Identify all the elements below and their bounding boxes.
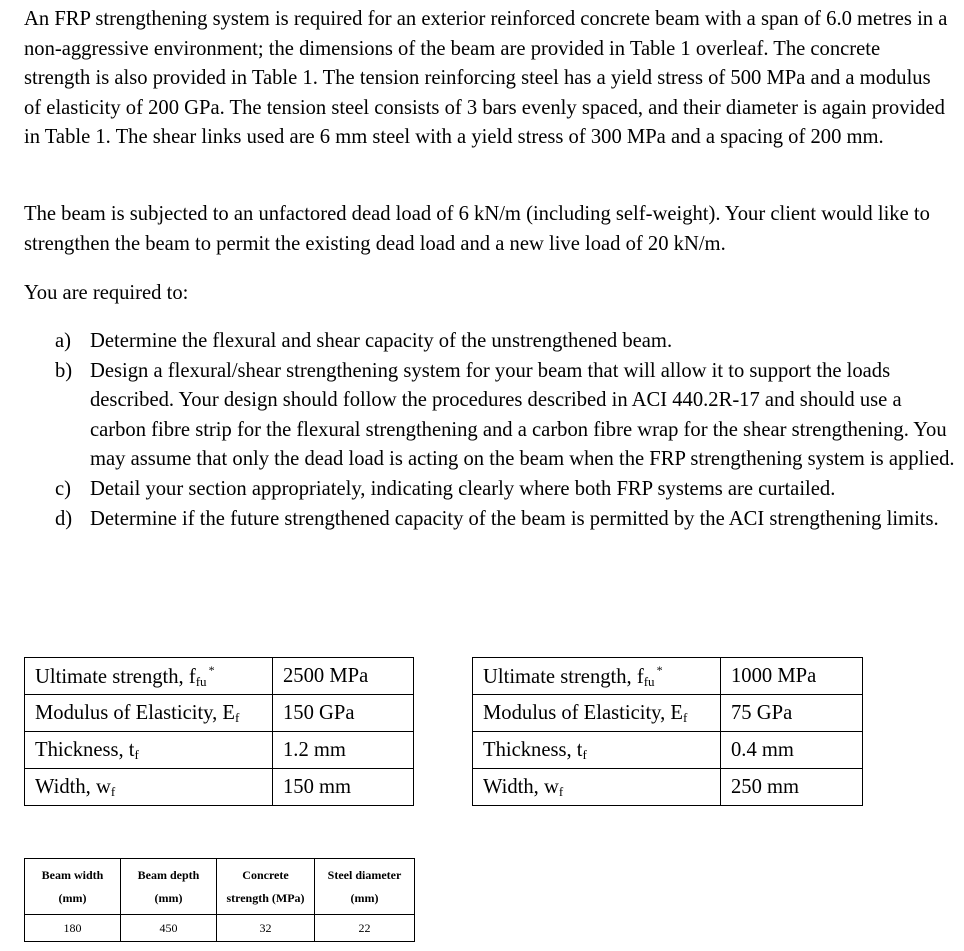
row-label: Ultimate strength, ffu* (473, 658, 721, 695)
task-text: Determine if the future strengthened capacity of the beam is permitted by the ACI strengthening limits. (90, 507, 939, 530)
table-row (25, 658, 414, 695)
row-value: 0.4 mm (721, 732, 863, 769)
task-item-b (55, 357, 955, 475)
task-item-a (55, 327, 955, 357)
table-row (473, 732, 863, 769)
table-row (25, 732, 414, 769)
table-row (473, 769, 863, 806)
task-text: Detail your section appropriately, indicating clearly where both FRP systems are curtailed. (90, 477, 836, 500)
column-header: Concrete strength (MPa) (217, 859, 315, 915)
frp-strip-table (24, 657, 414, 806)
task-marker: c) (55, 477, 71, 500)
row-value: 250 mm (721, 769, 863, 806)
frp-wrap-table (472, 657, 863, 806)
row-value: 150 mm (273, 769, 414, 806)
task-text: Determine the flexural and shear capacity of the unstrengthened beam. (90, 330, 673, 352)
table-header-row (25, 859, 415, 915)
table-cell: 22 (315, 915, 415, 942)
table-row (25, 769, 414, 806)
task-item-d (55, 505, 955, 535)
row-label: Width, wf (25, 769, 273, 806)
row-value: 1.2 mm (273, 732, 414, 769)
task-text: Design a flexural/shear strengthening system for your beam that will allow it to support the loads described. Your design should follow the procedures described in ACI 440.2R-17 and should use a carbon fibre strip for the flexural strengthening and a carbon fibre wrap for the shear strengthening. You may assume that only the dead load is acting on the beam when the FRP strengthening system is applied. (90, 359, 955, 471)
beam-properties-table (24, 858, 415, 942)
loads-paragraph: The beam is subjected to an unfactored dead load of 6 kN/m (including self-weight). Your client would like to strengthen the beam to permit the existing dead load and a new live load of 20 kN/m. (24, 203, 930, 255)
row-label: Modulus of Elasticity, Ef (25, 695, 273, 732)
row-label: Thickness, tf (473, 732, 721, 769)
task-marker: b) (55, 359, 73, 382)
table-cell: 32 (217, 915, 315, 942)
row-label: Width, wf (473, 769, 721, 806)
column-header: Steel diameter (mm) (315, 859, 415, 915)
row-label: Modulus of Elasticity, Ef (473, 695, 721, 732)
row-value: 75 GPa (721, 695, 863, 732)
column-header: Beam depth (mm) (121, 859, 217, 915)
row-value: 1000 MPa (721, 658, 863, 695)
row-label: Ultimate strength, ffu* (25, 658, 273, 695)
task-item-c (55, 475, 955, 505)
task-list (55, 327, 955, 534)
row-value: 150 GPa (273, 695, 414, 732)
table-row (25, 695, 414, 732)
intro-paragraph: An FRP strengthening system is required for an exterior reinforced concrete beam with a span of 6.0 metres in a non-aggressive environment; the dimensions of the beam are provided in Table 1 overleaf. The concrete strength is also provided in Table 1. The tension reinforcing steel has a yield stress of 500 MPa and a modulus of elasticity of 200 GPa. The tension steel consists of 3 bars evenly spaced, and their diameter is again provided in Table 1. The shear links used are 6 mm steel with a yield stress of 300 MPa and a spacing of 200 mm. (24, 8, 948, 149)
table-cell: 180 (25, 915, 121, 942)
row-value: 2500 MPa (273, 658, 414, 695)
column-header: Beam width (mm) (25, 859, 121, 915)
task-marker: d) (55, 507, 73, 530)
table-cell: 450 (121, 915, 217, 942)
table-row (25, 915, 415, 942)
table-row (473, 695, 863, 732)
task-marker: a) (55, 330, 71, 352)
table-row (473, 658, 863, 695)
required-intro: You are required to: (24, 282, 189, 304)
row-label: Thickness, tf (25, 732, 273, 769)
